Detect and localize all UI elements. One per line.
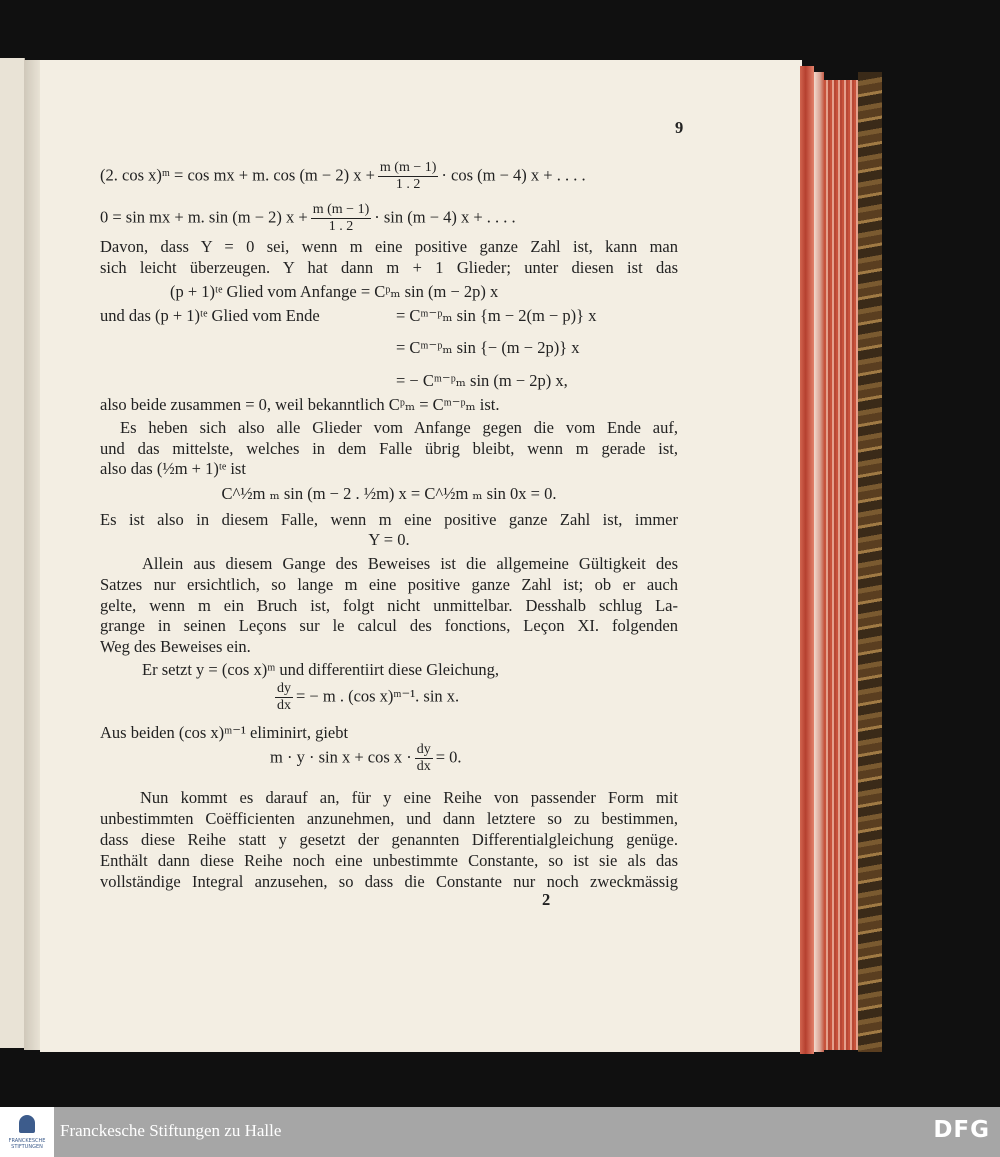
signature-mark: 2 (542, 890, 551, 909)
logo-text: FRANCKESCHE STIFTUNGEN (8, 1138, 46, 1150)
text-line: Er setzt y = (cos x)ᵐ und differentiirt diese Gleichung, (142, 660, 500, 679)
text-line: Satzes nur ersichtlich, so lange m eine positive ganze Zahl ist; ob er auch (100, 575, 678, 594)
text-line: und das (p + 1)ᵗᵉ Glied vom Ende (100, 306, 320, 325)
page-number: 9 (675, 118, 684, 137)
left-page-edge (0, 58, 25, 1048)
text-line: C^½m ₘ sin (m − 2 . ½m) x = C^½m ₘ sin 0x = 0. (221, 484, 557, 503)
text-line: Es heben sich also alle Glieder vom Anfange gegen die vom Ende auf, (120, 418, 678, 437)
text-line: (2. cos x)ᵐ = cos mx + m. cos (m − 2) x + $\frac{m (m - 1)}{1 . 2}$ · cos (m − 4) x + . . . . (100, 160, 586, 192)
text-line: Y = 0. (368, 530, 410, 549)
marbled-cover (858, 72, 882, 1052)
dfg-logo: DFG (933, 1117, 990, 1143)
page-edge-light (814, 72, 824, 1052)
text-line: Davon, dass Y = 0 sei, wenn m eine positive ganze Zahl ist, kann man (100, 237, 678, 256)
fraction: $\frac{dy}{dx}$ (277, 681, 291, 713)
text-line: m · y · sin x + cos x · $\frac{dy}{dx}$ = 0. (270, 742, 462, 774)
text-line: Aus beiden (cos x)ᵐ⁻¹ eliminirt, giebt (100, 723, 349, 742)
institution-logo-icon (19, 1115, 35, 1133)
institution-name: Franckesche Stiftungen zu Halle (60, 1121, 282, 1140)
text-line: also beide zusammen = 0, weil bekanntlich Cᵖₘ = Cᵐ⁻ᵖₘ ist. (100, 395, 500, 414)
text-line: (p + 1)ᵗᵉ Glied vom Anfange = Cᵖₘ sin (m − 2p) x (170, 282, 499, 301)
text-line: Nun kommt es darauf an, für y eine Reihe von passender Form mit (140, 788, 678, 807)
text-line: vollständige Integral anzusehen, so dass die Constante nur noch zweckmässig (100, 872, 678, 891)
text-line: Enthält dann diese Reihe noch eine unbestimmte Constante, so ist sie als das (100, 851, 678, 870)
fraction: $\frac{m (m - 1)}{1 . 2}$ (379, 160, 437, 192)
institution-logo (0, 1107, 54, 1157)
footer-bar (0, 1107, 1000, 1157)
page-edge-red (800, 66, 814, 1054)
text-line: sich leicht überzeugen. Y hat dann m + 1 Glieder; unter diesen ist das (100, 258, 678, 277)
text-line: = Cᵐ⁻ᵖₘ sin {m − 2(m − p)} x (396, 306, 597, 325)
fraction: $\frac{m (m - 1)}{1 . 2}$ (312, 202, 370, 234)
text-line: Es ist also in diesem Falle, wenn m eine positive ganze Zahl ist, immer (100, 510, 678, 529)
text-line: unbestimmten Coëfficienten anzunehmen, und dann letztere so zu bestimmen, (100, 809, 678, 828)
fraction: $\frac{dy}{dx}$ (416, 742, 431, 774)
text-line: 0 = sin mx + m. sin (m − 2) x + $\frac{m (m - 1)}{1 . 2}$ · sin (m − 4) x + . . . . (100, 202, 516, 234)
page-stack-edge (824, 80, 858, 1050)
text-line: = − Cᵐ⁻ᵖₘ sin (m − 2p) x, (396, 371, 568, 390)
text-line: also das (½m + 1)ᵗᵉ ist (100, 459, 246, 478)
text-line: dass diese Reihe statt y gesetzt der genannten Differentialgleichung genüge. (100, 830, 678, 849)
text-line: und das mittelste, welches in dem Falle übrig bleibt, wenn m gerade ist, (100, 439, 678, 458)
text-line: $\frac{dy}{dx}$ = − m . (cos x)ᵐ⁻¹. sin x. (277, 681, 460, 713)
text-line: Weg des Beweises ein. (100, 637, 251, 656)
text-line: grange in seinen Leçons sur le calcul des fonctions, Leçon XI. folgenden (100, 616, 678, 635)
text-line: Allein aus diesem Gange des Beweises ist die allgemeine Gültigkeit des (142, 554, 678, 573)
text-line: = Cᵐ⁻ᵖₘ sin {− (m − 2p)} x (396, 338, 580, 357)
text-line: gelte, wenn m ein Bruch ist, folgt nicht unmittelbar. Desshalb schlug La- (100, 596, 678, 615)
